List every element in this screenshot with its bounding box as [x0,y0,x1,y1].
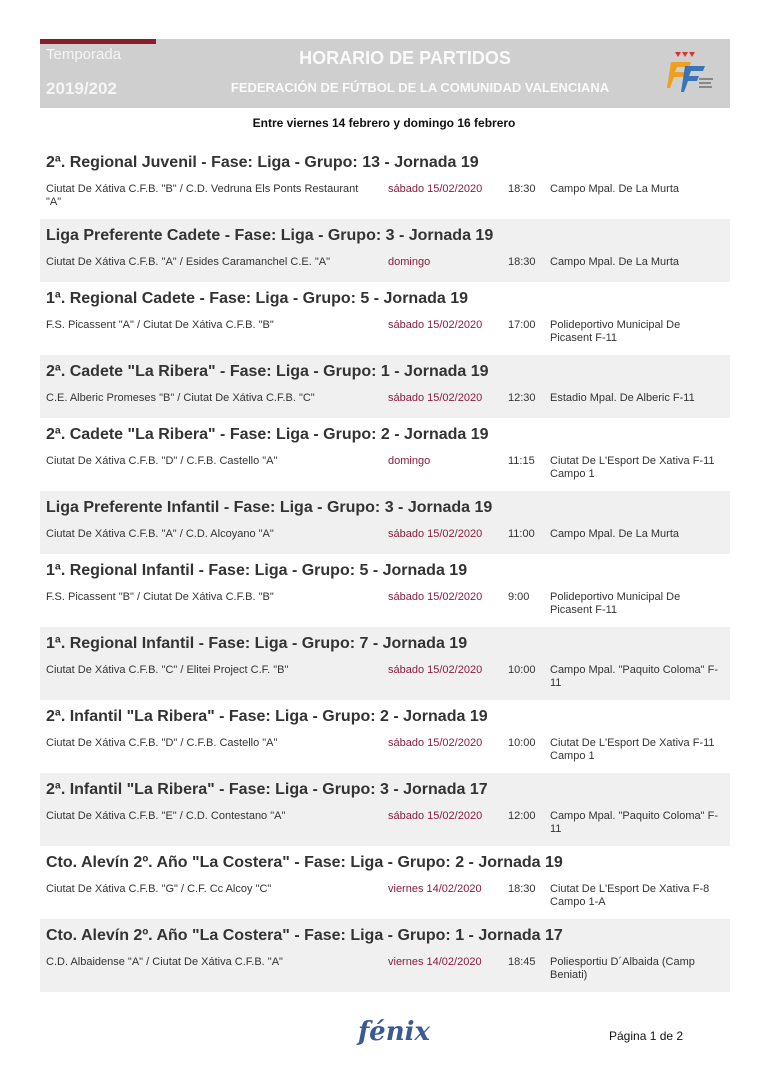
competition-block [40,282,730,355]
match-time: 18:30 [508,883,536,895]
competition-title: 1ª. Regional Cadete - Fase: Liga - Grupo: 5 - Jornada 19 [46,290,469,307]
match-row [40,453,730,491]
match-row [40,526,730,554]
match-venue: Ciutat De L'Esport De Xativa F-8 Campo 1-A [550,883,710,908]
match-venue: Estadio Mpal. De Alberic F-11 [550,392,695,404]
match-row [40,735,730,773]
date-range: Entre viernes 14 febrero y domingo 16 febrero [252,116,516,130]
season-label: Temporada [46,46,122,63]
match-venue: Ciutat De L'Esport De Xativa F-11 Campo 1 [550,737,715,762]
competition-block [40,627,730,700]
competition-title: 1ª. Regional Infantil - Fase: Liga - Grupo: 5 - Jornada 19 [46,562,468,579]
match-teams: Ciutat De Xátiva C.F.B. "B" / C.D. Vedruna Els Ponts Restaurant "A" [46,183,359,208]
federation-logo-icon [667,48,715,96]
competition-block [40,146,730,219]
match-venue: Campo Mpal. "Paquito Coloma" F-11 [550,810,718,835]
match-row [40,254,730,282]
match-venue: Ciutat De L'Esport De Xativa F-11 Campo 1 [550,455,715,480]
competition-title: 2ª. Infantil "La Ribera" - Fase: Liga - Grupo: 2 - Jornada 19 [46,708,488,725]
match-date: viernes 14/02/2020 [388,956,482,968]
match-time: 10:00 [508,664,536,676]
match-row [40,181,730,219]
match-date: domingo [388,455,431,467]
match-teams: C.D. Albaidense "A" / Ciutat De Xátiva C.F.B. "A" [46,956,283,968]
match-date: sábado 15/02/2020 [388,392,483,404]
match-venue: Polideportivo Municipal De Picasent F-11 [550,591,681,616]
document-subtitle: FEDERACIÓN DE FÚTBOL DE LA COMUNIDAD VALENCIANA [230,80,610,95]
match-row [40,808,730,846]
document-header [40,39,730,108]
match-date: sábado 15/02/2020 [388,319,483,331]
match-venue: Campo Mpal. De La Murta [550,256,679,268]
competition-title: 2ª. Cadete "La Ribera" - Fase: Liga - Grupo: 2 - Jornada 19 [46,426,489,443]
competition-block [40,355,730,418]
competition-block [40,846,730,919]
header-accent-bar [40,39,156,44]
match-row [40,954,730,992]
match-teams: F.S. Picassent "B" / Ciutat De Xátiva C.F.B. "B" [46,591,274,603]
match-row [40,589,730,627]
match-date: sábado 15/02/2020 [388,737,483,749]
match-venue: Campo Mpal. De La Murta [550,528,679,540]
competition-block [40,554,730,627]
match-date: viernes 14/02/2020 [388,883,482,895]
match-row [40,881,730,919]
competition-block [40,773,730,846]
match-time: 12:30 [508,392,536,404]
match-row [40,390,730,418]
competition-block [40,700,730,773]
competition-title: Cto. Alevín 2º. Año "La Costera" - Fase: Liga - Grupo: 2 - Jornada 19 [46,854,563,871]
match-teams: Ciutat De Xátiva C.F.B. "D" / C.F.B. Castello "A" [46,737,278,749]
match-teams: Ciutat De Xátiva C.F.B. "C" / Elitei Project C.F. "B" [46,664,289,676]
match-teams: Ciutat De Xátiva C.F.B. "D" / C.F.B. Castello "A" [46,455,278,467]
competition-block [40,418,730,491]
match-date: sábado 15/02/2020 [388,591,483,603]
competition-title: 2ª. Infantil "La Ribera" - Fase: Liga - Grupo: 3 - Jornada 17 [46,781,488,798]
match-date: sábado 15/02/2020 [388,183,483,195]
match-teams: C.E. Alberic Promeses "B" / Ciutat De Xátiva C.F.B. "C" [46,392,315,404]
match-date: sábado 15/02/2020 [388,528,483,540]
match-time: 9:00 [508,591,530,603]
match-row [40,662,730,700]
competition-title: Cto. Alevín 2º. Año "La Costera" - Fase: Liga - Grupo: 1 - Jornada 17 [46,927,563,944]
competition-title: Liga Preferente Cadete - Fase: Liga - Grupo: 3 - Jornada 19 [46,227,494,244]
match-time: 18:30 [508,256,536,268]
match-time: 10:00 [508,737,536,749]
competition-block [40,219,730,282]
match-teams: Ciutat De Xátiva C.F.B. "G" / C.F. Cc Alcoy "C" [46,883,272,895]
match-teams: F.S. Picassent "A" / Ciutat De Xátiva C.F.B. "B" [46,319,274,331]
match-time: 17:00 [508,319,536,331]
match-time: 11:15 [508,455,535,467]
matches-list [40,146,730,992]
match-teams: Ciutat De Xátiva C.F.B. "E" / C.D. Contestano "A" [46,810,286,822]
match-time: 18:30 [508,183,536,195]
competition-block [40,491,730,554]
match-venue: Campo Mpal. "Paquito Coloma" F-11 [550,664,718,689]
match-time: 11:00 [508,528,535,540]
match-date: sábado 15/02/2020 [388,664,483,676]
fenix-logo: fénix [358,1017,431,1047]
match-row [40,317,730,355]
document-title: HORARIO DE PARTIDOS [299,48,511,68]
match-date: domingo [388,256,431,268]
competition-title: 1ª. Regional Infantil - Fase: Liga - Grupo: 7 - Jornada 19 [46,635,468,652]
match-time: 18:45 [508,956,536,968]
match-time: 12:00 [508,810,536,822]
competition-block [40,919,730,992]
competition-title: 2ª. Cadete "La Ribera" - Fase: Liga - Grupo: 1 - Jornada 19 [46,363,489,380]
competition-title: Liga Preferente Infantil - Fase: Liga - Grupo: 3 - Jornada 19 [46,499,493,516]
match-teams: Ciutat De Xátiva C.F.B. "A" / C.D. Alcoyano "A" [46,528,274,540]
match-venue: Campo Mpal. De La Murta [550,183,679,195]
competition-title: 2ª. Regional Juvenil - Fase: Liga - Grupo: 13 - Jornada 19 [46,154,479,171]
match-date: sábado 15/02/2020 [388,810,483,822]
match-venue: Polideportivo Municipal De Picasent F-11 [550,319,681,344]
match-venue: Poliesportiu D´Albaida (Camp Beniati) [550,956,695,981]
page-number: Página 1 de 2 [609,1029,684,1043]
match-teams: Ciutat De Xátiva C.F.B. "A" / Esides Caramanchel C.E. "A" [46,256,331,268]
season-value: 2019/202 [46,79,117,98]
